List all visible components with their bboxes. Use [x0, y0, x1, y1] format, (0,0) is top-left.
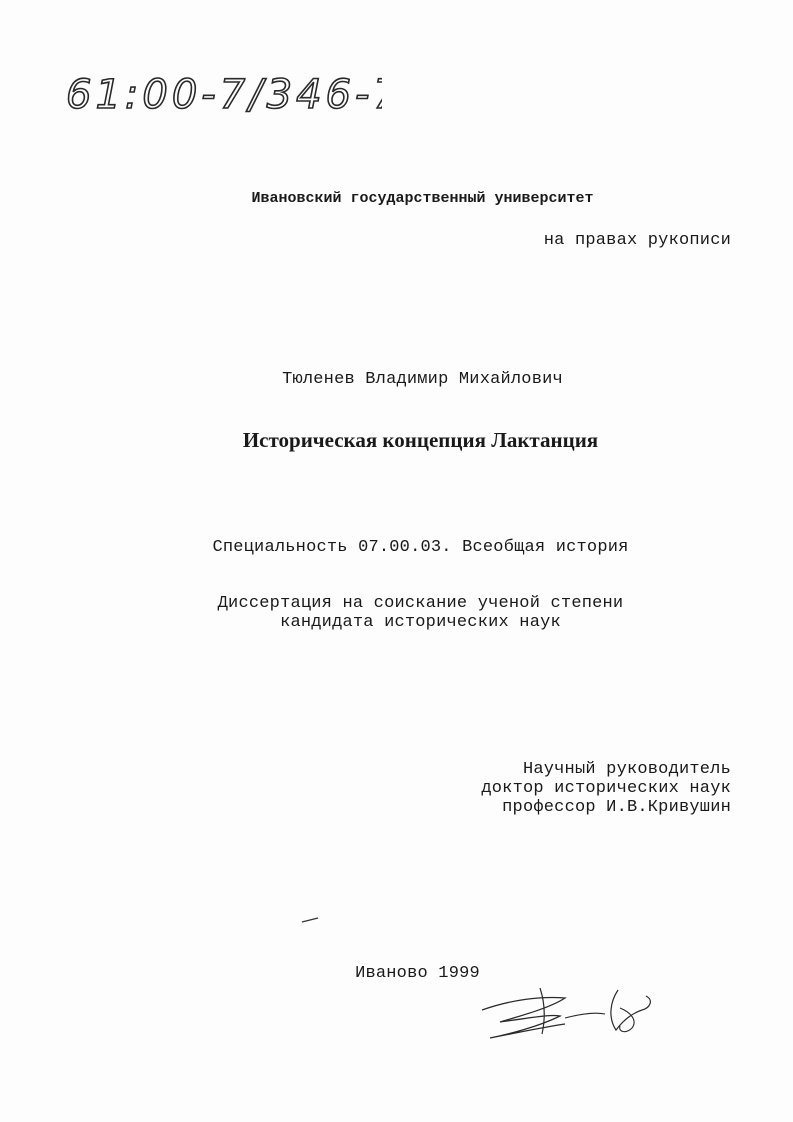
ink-speck	[300, 912, 330, 930]
dissertation-line: кандидата исторических наук	[280, 613, 561, 632]
specialty	[0, 538, 793, 557]
author-name	[0, 370, 793, 389]
supervisor-block	[481, 760, 731, 817]
supervisor-line: Научный руководитель	[522, 760, 731, 779]
supervisor-line: доктор исторических наук	[481, 779, 731, 798]
dissertation-title	[0, 428, 793, 453]
dissertation-title-text: Историческая концепция Лактанция	[242, 428, 599, 452]
city-year-text: Иваново 1999	[355, 964, 480, 983]
dissertation-line: Диссертация на соискание ученой степени	[217, 594, 624, 613]
archive-number-text: 61:00-7/346-7	[66, 72, 382, 118]
dissertation-statement	[0, 594, 793, 632]
supervisor-line: профессор И.В.Кривушин	[502, 798, 731, 817]
ink-speck-drawing	[300, 915, 330, 925]
manuscript-rights: на правах рукописи	[543, 231, 731, 250]
author-name-text: Тюленев Владимир Михайлович	[282, 370, 563, 389]
university-name-text: Ивановский государственный университет	[251, 190, 594, 207]
archive-number-drawing	[62, 64, 382, 124]
signature-drawing	[470, 978, 670, 1053]
signature	[470, 978, 670, 1053]
city-year	[0, 964, 793, 983]
archive-number-handwritten	[62, 64, 382, 124]
specialty-text: Специальность 07.00.03. Всеобщая история	[212, 538, 629, 557]
university-name	[0, 190, 793, 207]
